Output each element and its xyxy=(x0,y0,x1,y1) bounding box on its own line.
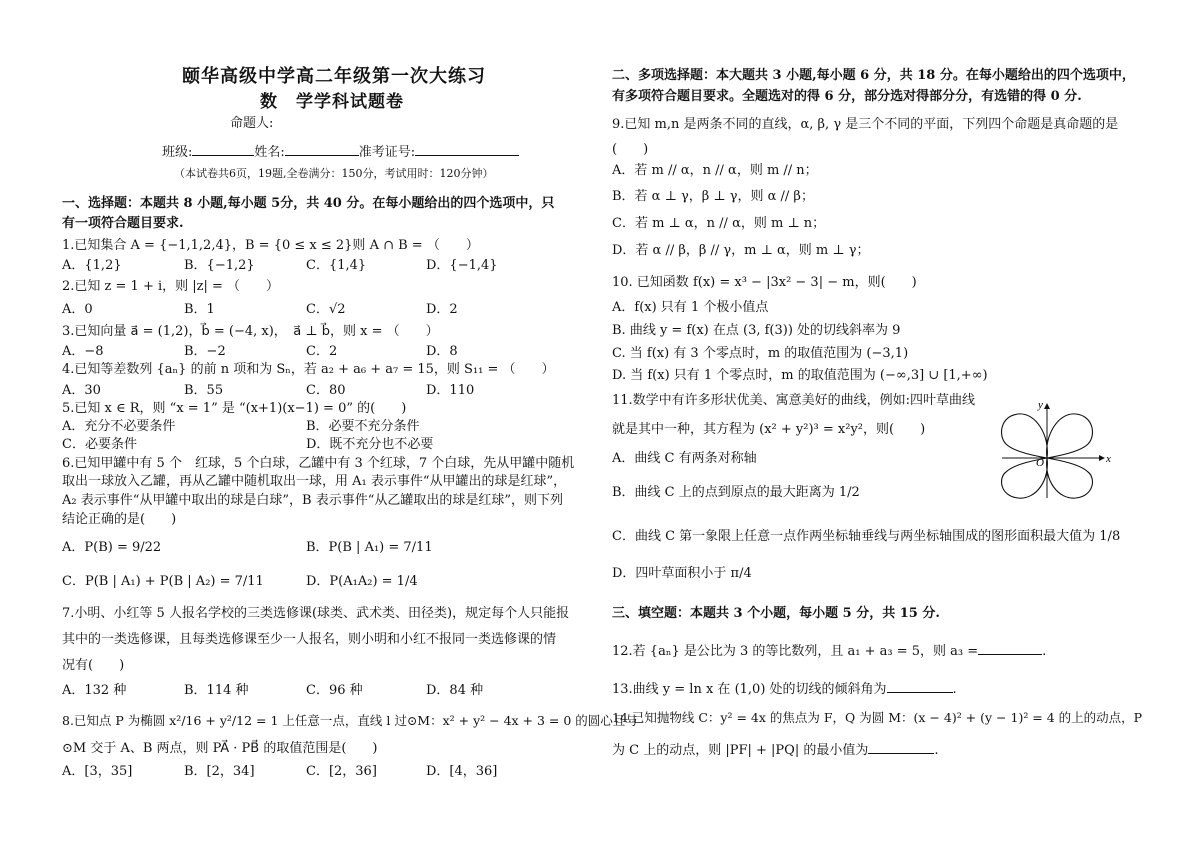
q4-stem: 4.已知等差数列 {aₙ} 的前 n 项和为 Sₙ，若 a₂ + a₆ + a₇ = 15，则 S₁₁ = （ ） xyxy=(62,362,555,377)
q8-option-c[interactable]: C．[2，36] xyxy=(306,764,377,779)
q5-options-row1 xyxy=(62,419,590,437)
clover-leaf-2 xyxy=(1002,414,1048,458)
q1-options xyxy=(62,258,590,276)
q1-option-d[interactable]: D．{−1,4} xyxy=(426,258,498,273)
q6-option-a[interactable]: A．P(B) = 9/22 xyxy=(62,540,162,555)
q11-line2: 就是其中一种，其方程为 (x² + y²)³ = x²y²，则( ) xyxy=(612,422,926,437)
q12-line xyxy=(612,641,1046,660)
q6-options-row1 xyxy=(62,540,590,558)
q9-option-c[interactable]: C．若 m ⊥ α，n // α，则 m ⊥ n； xyxy=(612,216,826,231)
q1-stem: 1.已知集合 A = {−1,1,2,4}，B = {0 ≤ x ≤ 2}则 A ∩ B = （ ） xyxy=(62,238,479,253)
q10-stem: 10. 已知函数 f(x) = x³ − |3x² − 3| − m，则( ) xyxy=(612,275,917,290)
clover-leaf-3 xyxy=(1047,458,1093,498)
q12-stem: 12.若 {aₙ} 是公比为 3 的等比数列，且 a₁ + a₃ = 5，则 a₃ = xyxy=(612,644,979,659)
q14-end: . xyxy=(934,743,939,758)
q8-options xyxy=(62,764,590,782)
section-2-heading-cont: 有多项符合题目要求。全题选对的得 6 分，部分选对得部分分，有选错的得 0 分. xyxy=(612,89,1082,104)
class-label: 班级: xyxy=(162,145,193,160)
q2-option-b[interactable]: B．1 xyxy=(184,302,215,317)
q12-answer-blank[interactable] xyxy=(978,641,1042,655)
q8-line1: 8.已知点 P 为椭圆 x²/16 + y²/12 = 1 上任意一点，直线 l 过⊙M：x² + y² − 4x + 3 = 0 的圆心且与 xyxy=(62,713,638,728)
name-field[interactable] xyxy=(285,142,359,156)
q3-option-b[interactable]: B．−2 xyxy=(184,344,226,359)
q6-line4: 结论正确的是( ) xyxy=(62,512,177,527)
q14-line2: 为 C 上的动点，则 |PF| + |PQ| 的最小值为 xyxy=(612,743,869,758)
q11-option-d[interactable]: D．四叶草面积小于 π/4 xyxy=(612,566,752,581)
q9-option-b[interactable]: B．若 α ⊥ γ，β ⊥ γ，则 α // β； xyxy=(612,189,814,204)
q4-options xyxy=(62,383,590,401)
section-3-heading: 三、填空题：本题共 3 个小题，每小题 5 分，共 15 分. xyxy=(612,606,940,621)
q9-option-d[interactable]: D．若 α // β，β // γ，m ⊥ α，则 m ⊥ γ； xyxy=(612,243,870,258)
q9-line1: 9.已知 m,n 是两条不同的直线，α, β, γ 是三个不同的平面，下列四个命题是真命题的是 xyxy=(612,117,1119,132)
q6-line3: A₂ 表示事件“从甲罐中取出的球是白球”，B 表示事件“从乙罐取出的球是红球”，则下列 xyxy=(62,493,564,508)
q11-option-b[interactable]: B．曲线 C 上的点到原点的最大距离为 1/2 xyxy=(612,485,860,500)
q5-option-c[interactable]: C．必要条件 xyxy=(62,437,137,452)
section-1-heading-cont: 有一项符合题目要求. xyxy=(62,216,184,231)
q6-option-d[interactable]: D．P(A₁A₂) = 1/4 xyxy=(306,574,418,589)
q11-line1: 11.数学中有许多形状优美、寓意美好的曲线，例如:四叶草曲线 xyxy=(612,393,976,408)
q10-option-c[interactable]: C. 当 f(x) 有 3 个零点时，m 的取值范围为 (−3,1) xyxy=(612,346,909,361)
q9-line2: ( ) xyxy=(612,142,649,157)
student-info-row xyxy=(162,142,519,161)
q13-stem: 13.曲线 y = ln x 在 (1,0) 处的切线的倾斜角为 xyxy=(612,682,887,697)
q5-option-d[interactable]: D．既不充分也不必要 xyxy=(306,437,434,452)
q6-option-b[interactable]: B．P(B | A₁) = 7/11 xyxy=(306,540,433,555)
q7-options xyxy=(62,683,590,701)
q6-options-row2 xyxy=(62,574,590,592)
x-axis-label: x xyxy=(1106,453,1111,465)
q2-stem: 2.已知 z = 1 + i，则 |z| = （ ） xyxy=(62,279,280,294)
q5-option-a[interactable]: A．充分不必要条件 xyxy=(62,419,176,434)
q3-option-d[interactable]: D．8 xyxy=(426,344,458,359)
q10-option-a[interactable]: A．f(x) 只有 1 个极小值点 xyxy=(612,300,769,315)
section-2-heading: 二、多项选择题：本大题共 3 小题,每小题 6 分，共 18 分。在每小题给出的四个选项中， xyxy=(612,68,1135,83)
q4-option-d[interactable]: D．110 xyxy=(426,383,475,398)
page-subtitle: 数 学学科试题卷 xyxy=(260,92,404,112)
q1-option-a[interactable]: A．{1,2} xyxy=(62,258,122,273)
q7-option-a[interactable]: A．132 种 xyxy=(62,683,127,698)
q7-line1: 7.小明、小红等 5 人报名学校的三类选修课(球类、武术类、田径类)，规定每个人只能报 xyxy=(62,606,570,621)
author-label: 命题人: xyxy=(230,116,274,131)
q2-options xyxy=(62,302,590,320)
q1-option-b[interactable]: B．{−1,2} xyxy=(184,258,255,273)
q7-option-b[interactable]: B．114 种 xyxy=(184,683,249,698)
q8-option-d[interactable]: D．[4，36] xyxy=(426,764,498,779)
q12-end: . xyxy=(1042,644,1047,659)
q6-line2: 取出一球放入乙罐，再从乙罐中随机取出一球，用 A₁ 表示事件“从甲罐出的球是红球”， xyxy=(62,474,567,489)
q7-line3: 况有( ) xyxy=(62,658,125,673)
exam-no-field[interactable] xyxy=(415,142,519,156)
q3-option-c[interactable]: C．2 xyxy=(306,344,338,359)
q14-answer-blank[interactable] xyxy=(868,740,934,754)
q7-option-d[interactable]: D．84 种 xyxy=(426,683,484,698)
q5-options-row2 xyxy=(62,437,590,455)
q2-option-a[interactable]: A．0 xyxy=(62,302,93,317)
y-axis-label: y xyxy=(1038,399,1043,411)
q5-stem: 5.已知 x ∈ R，则 “x = 1” 是 “(x+1)(x−1) = 0” 的( ) xyxy=(62,401,407,416)
q8-line2: ⊙M 交于 A、B 两点，则 PA⃗ · PB⃗ 的取值范围是( ) xyxy=(62,741,378,756)
q11-option-c[interactable]: C．曲线 C 第一象限上任意一点作两坐标轴垂线与两坐标轴围成的图形面积最大值为 1/8 xyxy=(612,529,1121,544)
q13-answer-blank[interactable] xyxy=(887,679,953,693)
q4-option-b[interactable]: B．55 xyxy=(184,383,224,398)
clover-leaf-1 xyxy=(1047,414,1093,458)
q1-option-c[interactable]: C．{1,4} xyxy=(306,258,367,273)
q3-stem: 3.已知向量 a⃗ = (1,2)，b⃗ = (−4, x)， a⃗ ⊥ b⃗，则 x = （ ） xyxy=(62,324,439,339)
page-title: 颐华高级中学高二年级第一次大练习 xyxy=(182,66,486,87)
left-column xyxy=(62,0,638,847)
q5-option-b[interactable]: B．必要不充分条件 xyxy=(306,419,420,434)
q2-option-d[interactable]: D．2 xyxy=(426,302,458,317)
q9-option-a[interactable]: A．若 m // α，n // α，则 m // n； xyxy=(612,163,818,178)
q3-options xyxy=(62,344,590,362)
q13-end: . xyxy=(952,682,957,697)
q2-option-c[interactable]: C．√2 xyxy=(306,302,346,317)
exam-no-label: 准考证号: xyxy=(358,145,416,160)
q4-option-c[interactable]: C．80 xyxy=(306,383,346,398)
q8-option-b[interactable]: B．[2，34] xyxy=(184,764,255,779)
section-1-heading: 一、选择题：本题共 8 小题,每小题 5分，共 40 分。在每小题给出的四个选项中，只 xyxy=(62,196,555,211)
q14-line2-row xyxy=(612,740,938,759)
q11-option-a[interactable]: A．曲线 C 有两条对称轴 xyxy=(612,451,757,466)
origin-label: O xyxy=(1036,457,1044,469)
q4-option-a[interactable]: A．30 xyxy=(62,383,101,398)
q7-line2: 其中的一类选修课，且每类选修课至少一人报名，则小明和小红不报同一类选修课的情 xyxy=(62,632,557,647)
exam-info: （本试卷共6页，19题,全卷满分：150分，考试用时：120分钟） xyxy=(174,167,494,180)
q6-option-c[interactable]: C．P(B | A₁) + P(B | A₂) = 7/11 xyxy=(62,574,264,589)
q6-line1: 6.已知甲罐中有 5 个 红球，5 个白球，乙罐中有 3 个红球，7 个白球，先从甲罐中随机 xyxy=(62,456,575,471)
class-field[interactable] xyxy=(192,142,254,156)
q3-option-a[interactable]: A．−8 xyxy=(62,344,104,359)
four-leaf-clover-figure xyxy=(1000,396,1118,500)
q10-option-b[interactable]: B. 曲线 y = f(x) 在点 (3, f(3)) 处的切线斜率为 9 xyxy=(612,323,901,338)
q13-line xyxy=(612,679,957,698)
q7-option-c[interactable]: C．96 种 xyxy=(306,683,363,698)
q10-option-d[interactable]: D. 当 f(x) 只有 1 个零点时，m 的取值范围为 (−∞,3] ∪ [1,+∞) xyxy=(612,368,988,383)
q14-line1: 14.已知抛物线 C：y² = 4x 的焦点为 F，Q 为圆 M：(x − 4)² + (y − 1)² = 4 的上的动点，P xyxy=(612,710,1143,725)
name-label: 姓名: xyxy=(254,145,285,160)
q8-option-a[interactable]: A．[3，35] xyxy=(62,764,133,779)
